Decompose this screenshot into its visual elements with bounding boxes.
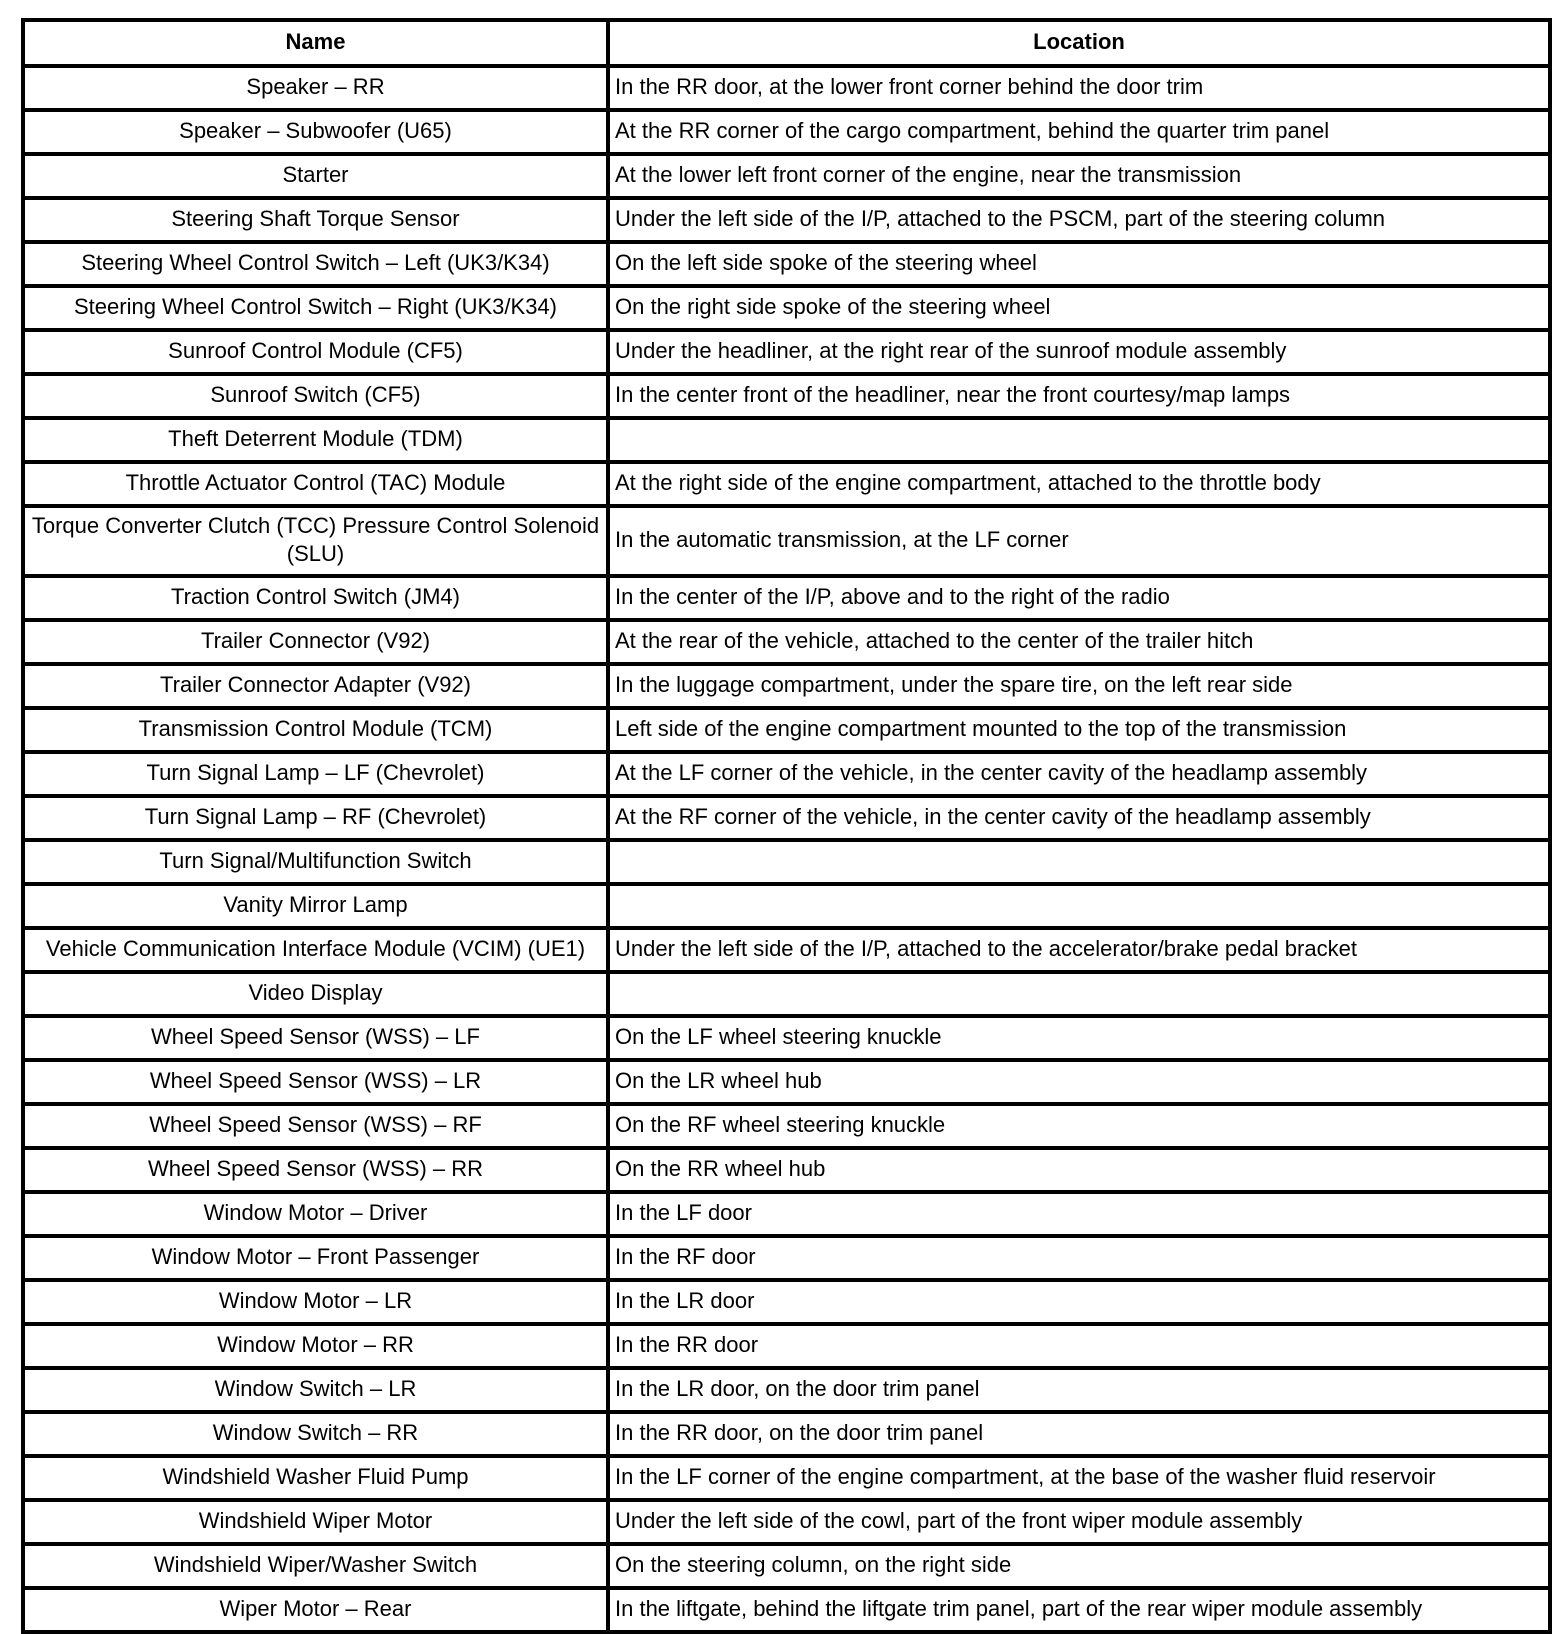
table-row [23,1588,1550,1632]
header-row [23,20,1550,66]
component-location-cell: On the LF wheel steering knuckle [608,1016,1550,1060]
table-row [23,1544,1550,1588]
table-row [23,576,1550,620]
component-location-table-wrapper [21,18,1548,1634]
component-location-cell: In the RR door, at the lower front corner behind the door trim [608,66,1550,110]
component-name-cell: Vanity Mirror Lamp [23,884,608,928]
component-name-cell: Steering Wheel Control Switch – Right (UK3/K34) [23,286,608,330]
component-name-cell: Wheel Speed Sensor (WSS) – LR [23,1060,608,1104]
component-name-cell: Torque Converter Clutch (TCC) Pressure Control Solenoid (SLU) [23,506,608,576]
table-row [23,1456,1550,1500]
table-row [23,66,1550,110]
component-name-cell: Theft Deterrent Module (TDM) [23,418,608,462]
component-name-cell: Sunroof Control Module (CF5) [23,330,608,374]
component-location-cell: Under the headliner, at the right rear of the sunroof module assembly [608,330,1550,374]
table-row [23,330,1550,374]
table-row [23,154,1550,198]
table-row [23,286,1550,330]
table-row [23,462,1550,506]
component-name-cell: Turn Signal Lamp – RF (Chevrolet) [23,796,608,840]
table-row [23,972,1550,1016]
component-name-cell: Turn Signal/Multifunction Switch [23,840,608,884]
component-location-cell: At the RF corner of the vehicle, in the center cavity of the headlamp assembly [608,796,1550,840]
table-row [23,506,1550,576]
component-name-cell: Trailer Connector (V92) [23,620,608,664]
table-row [23,928,1550,972]
component-name-cell: Wheel Speed Sensor (WSS) – RF [23,1104,608,1148]
table-row [23,198,1550,242]
component-location-cell: At the lower left front corner of the engine, near the transmission [608,154,1550,198]
component-name-cell: Traction Control Switch (JM4) [23,576,608,620]
component-location-cell: On the RF wheel steering knuckle [608,1104,1550,1148]
table-row [23,1324,1550,1368]
header-location: Location [608,20,1550,66]
component-location-cell: In the LR door [608,1280,1550,1324]
table-row [23,1104,1550,1148]
table-row [23,1016,1550,1060]
table-row [23,374,1550,418]
table-row [23,1148,1550,1192]
component-location-cell [608,884,1550,928]
component-location-cell [608,972,1550,1016]
table-row [23,418,1550,462]
component-location-cell: At the rear of the vehicle, attached to the center of the trailer hitch [608,620,1550,664]
component-name-cell: Trailer Connector Adapter (V92) [23,664,608,708]
component-location-cell: In the RR door [608,1324,1550,1368]
component-location-cell: Under the left side of the cowl, part of the front wiper module assembly [608,1500,1550,1544]
table-body [23,66,1550,1632]
header-name: Name [23,20,608,66]
component-name-cell: Sunroof Switch (CF5) [23,374,608,418]
component-name-cell: Window Motor – Driver [23,1192,608,1236]
table-row [23,752,1550,796]
component-location-cell: In the luggage compartment, under the spare tire, on the left rear side [608,664,1550,708]
table-row [23,796,1550,840]
table-row [23,884,1550,928]
component-location-cell: On the left side spoke of the steering wheel [608,242,1550,286]
table-header [23,20,1550,66]
component-name-cell: Window Motor – LR [23,1280,608,1324]
component-name-cell: Windshield Wiper Motor [23,1500,608,1544]
component-location-cell: At the RR corner of the cargo compartment, behind the quarter trim panel [608,110,1550,154]
table-row [23,1500,1550,1544]
table-row [23,1060,1550,1104]
component-location-cell: Left side of the engine compartment mounted to the top of the transmission [608,708,1550,752]
component-location-cell: In the center front of the headliner, near the front courtesy/map lamps [608,374,1550,418]
component-name-cell: Window Motor – Front Passenger [23,1236,608,1280]
component-name-cell: Wiper Motor – Rear [23,1588,608,1632]
table-row [23,664,1550,708]
component-name-cell: Window Switch – RR [23,1412,608,1456]
component-location-cell: On the LR wheel hub [608,1060,1550,1104]
component-name-cell: Window Motor – RR [23,1324,608,1368]
component-name-cell: Speaker – RR [23,66,608,110]
component-name-cell: Wheel Speed Sensor (WSS) – RR [23,1148,608,1192]
component-name-cell: Video Display [23,972,608,1016]
component-location-cell: Under the left side of the I/P, attached to the PSCM, part of the steering column [608,198,1550,242]
component-location-cell: On the right side spoke of the steering wheel [608,286,1550,330]
component-location-cell: On the steering column, on the right side [608,1544,1550,1588]
component-location-cell: At the LF corner of the vehicle, in the center cavity of the headlamp assembly [608,752,1550,796]
component-location-table [21,18,1552,1634]
component-location-cell [608,840,1550,884]
component-location-cell: In the RF door [608,1236,1550,1280]
component-name-cell: Vehicle Communication Interface Module (VCIM) (UE1) [23,928,608,972]
table-row [23,708,1550,752]
component-name-cell: Throttle Actuator Control (TAC) Module [23,462,608,506]
component-location-cell: In the LR door, on the door trim panel [608,1368,1550,1412]
component-name-cell: Window Switch – LR [23,1368,608,1412]
component-location-cell: In the liftgate, behind the liftgate trim panel, part of the rear wiper module assembly [608,1588,1550,1632]
component-name-cell: Starter [23,154,608,198]
component-location-cell: Under the left side of the I/P, attached to the accelerator/brake pedal bracket [608,928,1550,972]
component-name-cell: Wheel Speed Sensor (WSS) – LF [23,1016,608,1060]
component-location-cell: In the LF corner of the engine compartment, at the base of the washer fluid reservoir [608,1456,1550,1500]
table-row [23,242,1550,286]
table-row [23,1192,1550,1236]
table-row [23,1280,1550,1324]
component-name-cell: Turn Signal Lamp – LF (Chevrolet) [23,752,608,796]
component-name-cell: Steering Wheel Control Switch – Left (UK3/K34) [23,242,608,286]
component-location-cell: In the center of the I/P, above and to the right of the radio [608,576,1550,620]
component-location-cell [608,418,1550,462]
component-location-cell: In the LF door [608,1192,1550,1236]
component-location-cell: In the automatic transmission, at the LF corner [608,506,1550,576]
component-name-cell: Steering Shaft Torque Sensor [23,198,608,242]
table-row [23,840,1550,884]
table-row [23,620,1550,664]
component-location-cell: At the right side of the engine compartment, attached to the throttle body [608,462,1550,506]
table-row [23,1236,1550,1280]
component-location-cell: In the RR door, on the door trim panel [608,1412,1550,1456]
component-name-cell: Windshield Wiper/Washer Switch [23,1544,608,1588]
table-row [23,1368,1550,1412]
component-location-cell: On the RR wheel hub [608,1148,1550,1192]
component-name-cell: Transmission Control Module (TCM) [23,708,608,752]
component-name-cell: Speaker – Subwoofer (U65) [23,110,608,154]
table-row [23,1412,1550,1456]
component-name-cell: Windshield Washer Fluid Pump [23,1456,608,1500]
table-row [23,110,1550,154]
